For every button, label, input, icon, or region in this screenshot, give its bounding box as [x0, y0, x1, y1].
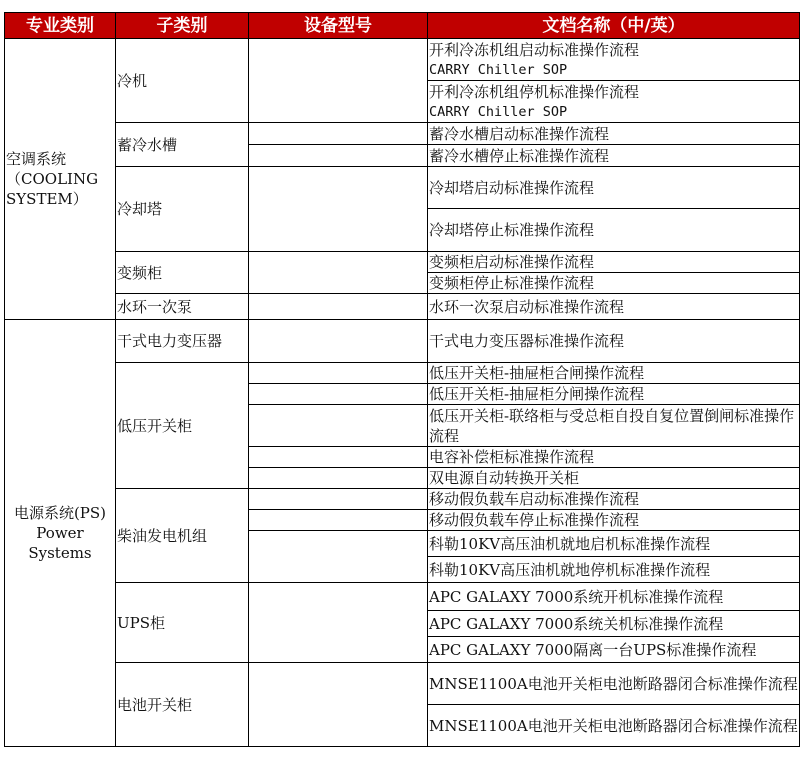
- table-row: [5, 123, 800, 145]
- category-label-en: （COOLING: [6, 170, 99, 188]
- table-row: [5, 294, 800, 320]
- subcategory-chiller: 冷机: [116, 39, 249, 123]
- document-name: APC GALAXY 7000系统关机标准操作流程: [428, 611, 800, 637]
- document-name-cn: 开利冷冻机组启动标准操作流程: [429, 40, 640, 59]
- header-category: 专业类别: [5, 13, 116, 39]
- subcategory-dry-transformer: 干式电力变压器: [116, 320, 249, 363]
- model-cell: [249, 123, 428, 145]
- category-label-cn: 电源系统(PS): [13, 504, 107, 522]
- subcategory-vfd-cabinet: 变频柜: [116, 252, 249, 294]
- document-name-en: CARRY Chiller SOP: [429, 103, 568, 120]
- model-cell: [249, 468, 428, 489]
- table-row: [5, 583, 800, 611]
- document-name: 变频柜停止标准操作流程: [428, 273, 800, 294]
- model-cell: [249, 384, 428, 405]
- model-cell: [249, 252, 428, 294]
- model-cell: [249, 531, 428, 583]
- subcategory-storage-tank: 蓄冷水槽: [116, 123, 249, 167]
- header-row: [5, 13, 800, 39]
- table-row: [5, 252, 800, 273]
- table-row: [5, 489, 800, 510]
- subcategory-lv-switchgear: 低压开关柜: [116, 363, 249, 489]
- header-document: 文档名称（中/英）: [428, 13, 800, 39]
- document-name: 移动假负载车停止标准操作流程: [428, 510, 800, 531]
- table-row: [5, 363, 800, 384]
- model-cell: [249, 447, 428, 468]
- document-name: 冷却塔启动标准操作流程: [428, 167, 800, 209]
- subcategory-diesel-generator: 柴油发电机组: [116, 489, 249, 583]
- subcategory-cooling-tower: 冷却塔: [116, 167, 249, 252]
- header-subcategory: 子类别: [116, 13, 249, 39]
- document-name-en: CARRY Chiller SOP: [429, 61, 568, 78]
- model-cell: [249, 583, 428, 663]
- sop-document-table: [4, 12, 800, 747]
- document-name: 干式电力变压器标准操作流程: [428, 320, 800, 363]
- subcategory-ups-cabinet: UPS柜: [116, 583, 249, 663]
- header-model: 设备型号: [249, 13, 428, 39]
- document-name: 低压开关柜-抽屉柜合闸操作流程: [428, 363, 800, 384]
- category-label-en: SYSTEM）: [6, 190, 88, 208]
- table-row: [5, 167, 800, 209]
- document-name: 低压开关柜-联络柜与受总柜自投自复位置倒闸标准操作流程: [428, 405, 800, 447]
- category-label-cn: 空调系统: [6, 150, 67, 168]
- document-cell: [428, 39, 800, 81]
- document-name: 科勒10KV高压油机就地停机标准操作流程: [428, 557, 800, 583]
- subcategory-primary-pump: 水环一次泵: [116, 294, 249, 320]
- model-cell: [249, 39, 428, 123]
- category-label-en: Power Systems: [28, 524, 92, 562]
- document-name: 低压开关柜-抽屉柜分闸操作流程: [428, 384, 800, 405]
- document-name: 电容补偿柜标准操作流程: [428, 447, 800, 468]
- subcategory-battery-switch: 电池开关柜: [116, 663, 249, 747]
- document-name: 移动假负载车启动标准操作流程: [428, 489, 800, 510]
- document-cell: [428, 81, 800, 123]
- model-cell: [249, 663, 428, 747]
- document-name: APC GALAXY 7000隔离一台UPS标准操作流程: [428, 637, 800, 663]
- category-cell-cooling: [5, 39, 116, 320]
- table-row: [5, 320, 800, 363]
- model-cell: [249, 363, 428, 384]
- model-cell: [249, 167, 428, 252]
- model-cell: [249, 145, 428, 167]
- document-name: 变频柜启动标准操作流程: [428, 252, 800, 273]
- document-name: MNSE1100A电池开关柜电池断路器闭合标准操作流程: [428, 705, 800, 747]
- table-row: [5, 663, 800, 705]
- document-name: 冷却塔停止标准操作流程: [428, 209, 800, 252]
- model-cell: [249, 320, 428, 363]
- category-cell-power: [5, 320, 116, 747]
- document-name: 水环一次泵启动标准操作流程: [428, 294, 800, 320]
- document-name: 科勒10KV高压油机就地启机标准操作流程: [428, 531, 800, 557]
- model-cell: [249, 294, 428, 320]
- document-name: 蓄冷水槽启动标准操作流程: [428, 123, 800, 145]
- model-cell: [249, 510, 428, 531]
- table-row: [5, 39, 800, 81]
- document-name-cn: 开利冷冻机组停机标准操作流程: [429, 82, 640, 101]
- document-name: 蓄冷水槽停止标准操作流程: [428, 145, 800, 167]
- model-cell: [249, 405, 428, 447]
- model-cell: [249, 489, 428, 510]
- document-name: APC GALAXY 7000系统开机标准操作流程: [428, 583, 800, 611]
- document-name: 双电源自动转换开关柜: [428, 468, 800, 489]
- document-name: MNSE1100A电池开关柜电池断路器闭合标准操作流程: [428, 663, 800, 705]
